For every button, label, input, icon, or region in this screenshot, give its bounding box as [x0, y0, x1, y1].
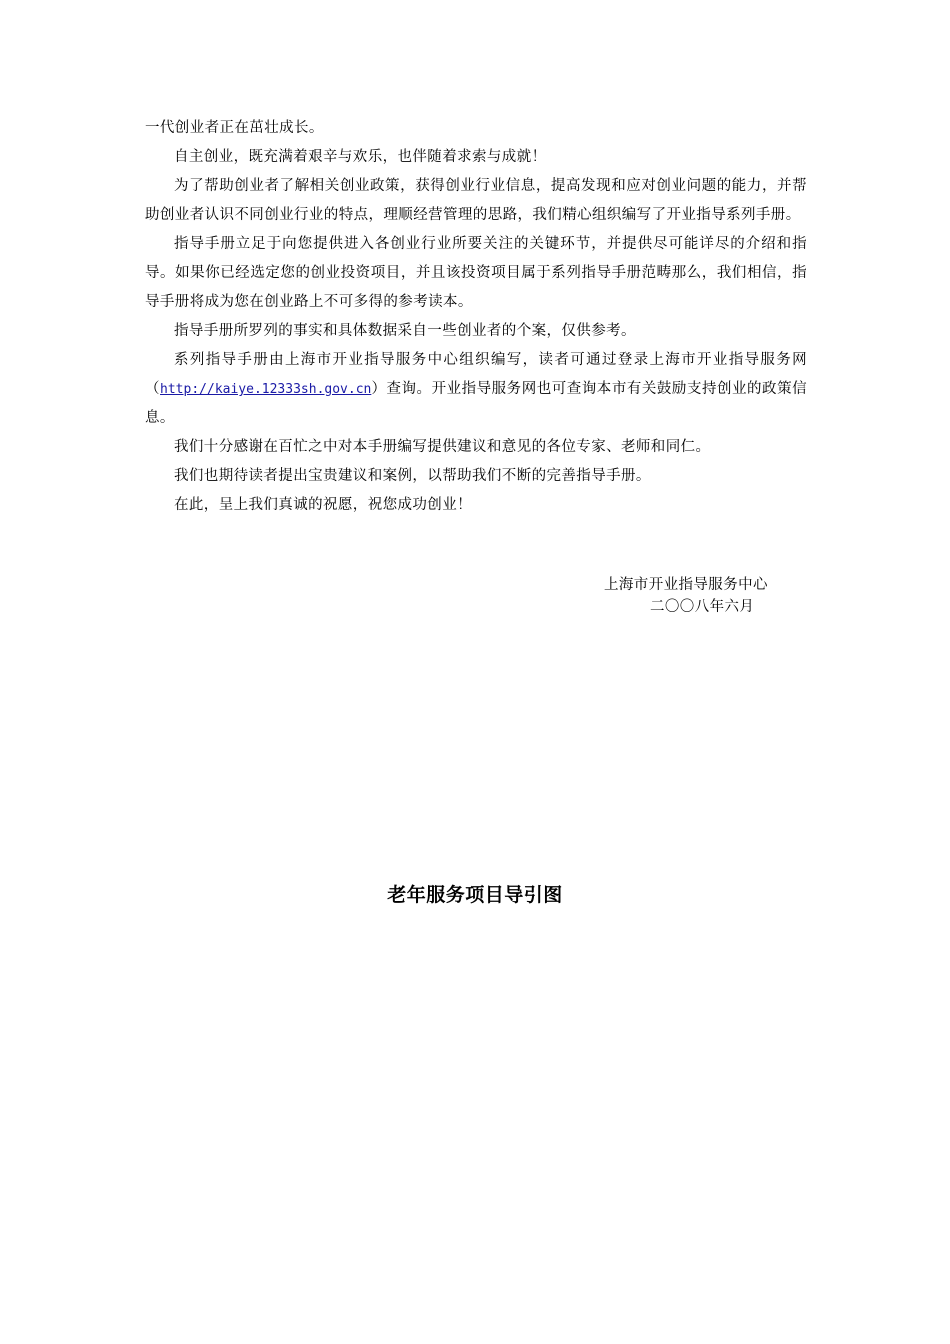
preface-body [145, 114, 807, 520]
paragraph-4: 指导手册立足于向您提供进入各创业行业所要关注的关键环节，并提供尽可能详尽的介绍和指导。如果你已经选定您的创业投资项目，并且该投资项目属于系列指导手册范畴那么，我们相信，指导手册将成为您在创业路上不可多得的参考读本。 [145, 236, 807, 310]
paragraph-9: 在此，呈上我们真诚的祝愿，祝您成功创业！ [174, 497, 472, 513]
paragraph-6-text-start: 系列指导手册由上海市开业指导服务中心组织编写，读者可通过登录上海市开业指导服务网（ [145, 352, 807, 397]
paragraph-6 [145, 346, 807, 433]
paragraph-1: 一代创业者正在茁壮成长。 [145, 120, 324, 136]
paragraph-6-text-end: ）查询。开业指导服务网也可查询本市有关鼓励支持创业的政策信息。 [145, 381, 807, 426]
paragraph-7: 我们十分感谢在百忙之中对本手册编写提供建议和意见的各位专家、老师和同仁。 [174, 439, 711, 455]
paragraph-3: 为了帮助创业者了解相关创业政策，获得创业行业信息，提高发现和应对创业问题的能力，并帮助创业者认识不同创业行业的特点，理顺经营管理的思路，我们精心组织编写了开业指导系列手册。 [145, 178, 807, 223]
signature-organization: 上海市开业指导服务中心 [604, 577, 768, 593]
paragraph-8: 我们也期待读者提出宝贵建议和案例，以帮助我们不断的完善指导手册。 [174, 468, 651, 484]
paragraph-5: 指导手册所罗列的事实和具体数据采自一些创业者的个案，仅供参考。 [174, 323, 636, 339]
signature-block [604, 574, 768, 618]
paragraph-2: 自主创业，既充满着艰辛与欢乐，也伴随着求索与成就！ [174, 149, 547, 165]
kaiye-website-link[interactable]: http://kaiye.12333sh.gov.cn [160, 382, 372, 397]
section-title: 老年服务项目导引图 [387, 884, 563, 906]
signature-date: 二〇〇八年六月 [650, 599, 755, 615]
